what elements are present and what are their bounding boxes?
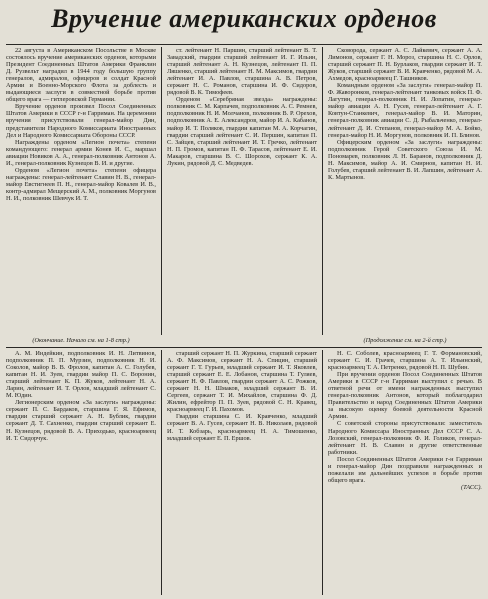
paragraph: Командным орденом «За заслуги» генерал-майор П. Ф. Жаворонков, генерал-лейтенант танковых войск П. Ф. Лагутин, генерал-полковник Н. И. Лопатин, генерал-майор авиации А. Н. Гусев, генерал-лейтенант А. Г. Ковтун-Станкевич, генерал-майор В. И. Маторин, генерал-полковник авиации С. Д. Рыбальченко, генерал-лейтенант Д. И. Степанов, генерал-майор М. А. Бойко, генерал-майор Н. И. Моргунов, полковник И. П. Блинов. (328, 82, 482, 139)
paragraph: Сковорода, сержант А. С. Лайкевич, сержант А. А. Лимонов, сержант Г. Н. Мороз, старшина Н. С. Орлов, старший сержант П. Н. Бурлаков, гвардии сержант И. Т. Жуков, старший сержант В. И. Кравченко, рядовой М. А. Ахмедов, красноармеец Г. Ташников. (328, 47, 482, 83)
paragraph: ст. лейтенант Н. Паршин, старший лейтенант В. Т. Завадский, гвардии старший лейтенант И. Г. Ильин, старший лейтенант А. Н. Кузнецов, лейтенант П. П. Ляшенко, старший лейтенант Н. М. Максимов, гвардии лейтенант И. А. Павлов, старшина А. В. Петров, сержант Н. С. Романов, старшина И. Ф. Сидоров, рядовой В. К. Тимофеев. (167, 47, 317, 97)
paragraph: старший сержант Н. П. Журкина, старший сержант А. Ф. Максимов, сержант Н. А. Спицин, старший сержант Г. Т. Гурьев, младший сержант И. Т. Яковлев, старший сержант Е. Е. Лобанов, старшина Т. Гуляев, сержант Н. Ф. Павлов, гвардии сержант А. С. Рожков, сержант Н. Н. Шмаков, младший сержант В. И. Сергеев, сержант Т. И. Михайлов, старшина Ф. Д. Жилин, ефрейтор П. П. Зуев, рядовой С. Н. Кравец, красноармеец Г. И. Пахомов. (167, 350, 317, 414)
column-divider (322, 47, 323, 335)
paragraph: А. М. Индейкин, подполковник И. Н. Литвинов, подполковник П. П. Мурзин, подполковник Н. И. Соколов, майор В. В. Фролов, капитан А. С. Голубев, капитан Н. И. Зуев, гвардии майор П. С. Воронин, старший лейтенант К. П. Жуков, лейтенант Н. А. Ларин, лейтенант И. Т. Орлов, младший лейтенант С. М. Юдин. (6, 350, 156, 400)
lower-column-2 (167, 350, 317, 595)
agency-signature: (ТАСС). (461, 483, 482, 491)
lower-column-3 (328, 350, 482, 595)
paragraph: 22 августа в Американском Посольстве в Москве состоялось вручение американских орденов, которыми Президент Соединенных Штатов Америки Франклин Д. Рузвельт наградил в 1944 году большую группу генералов, адмиралов, офицеров и солдат Красной Армии и Военно-Морского Флота за доблесть и выдающиеся заслуги в совместной борьбе против общего врага — гитлеровской Германии. (6, 47, 156, 104)
paragraph: Награждены орденом «Легион почета» степени командующего: генерал армии Конев И. С., маршал авиации Новиков А. А., генерал-полковник Антонов А. И., генерал-полковник Кузнецов В. И. и другие. (6, 138, 156, 167)
paragraph: При вручении орденов Посол Соединенных Штатов Америки в СССР г-н Гарриман выступил с речью. В ответной речи от имени награжденных выступил генерал-полковник Антонов, который поблагодарил Правительство и народ Соединенных Штатов Америки за высокую оценку боевой деятельности Красной Армии. (328, 371, 482, 421)
paragraph: Орденом «Серебряная звезда» награждены: полковник С. М. Карпачев, подполковник А. С. Ремнев, подполковник Н. И. Молчанов, полковник В. Р. Орехов, подполковник А. Е. Александров, майор И. А. Кабанов, майор И. Т. Поляков, гвардии капитан М. А. Корчагин, гвардии старший лейтенант С. И. Першин, капитан П. С. Зайцев, старший лейтенант И. Т. Гречко, лейтенант Н. П. Громов, капитан П. Ф. Тарасов, лейтенант Е. И. Макаров, старшина В. С. Шорохов, сержант К. А. Лукин, рядовой Д. С. Медведев. (167, 96, 317, 167)
column-divider (322, 350, 323, 595)
paragraph: Посол Соединенных Штатов Америки г-н Гарриман и генерал-майор Дин поздравили награжденных и пожелали им дальнейших успехов в борьбе против общего врага. (328, 455, 482, 484)
paragraph: Легионерским орденом «За заслуги» награждены: сержант П. С. Бардаков, старшина Г. Я. Ефимов, гвардии старший сержант А. Н. Бублик, гвардии сержант Д. Т. Сахненко, гвардии старший сержант Е. Н. Кузнецов, рядовой В. А. Приходько, красноармеец И. Т. Сидорчук. (6, 399, 156, 442)
upper-column-2 (167, 47, 317, 335)
paragraph: Гвардии старшина С. И. Кравченко, младший сержант В. А. Гусев, сержант Н. В. Николаев, рядовой И. Т. Кобзарь, красноармеец Н. А. Тимошенко, младший сержант Е. П. Ершов. (167, 413, 317, 442)
upper-column-3 (328, 47, 482, 335)
article-headline: Вручение американских орденов (51, 4, 437, 33)
paragraph: Вручение орденов произвел Посол Соединенных Штатов Америки в СССР г-н Гарриман. На церемонии вручения присутствовали генерал-майор Дин, представители Народного Комиссариата Иностранных Дел и Народного Комиссариата Обороны СССР. (6, 103, 156, 139)
section-divider (6, 347, 482, 348)
paragraph: Орденом «Легион почета» степени офицера награждены: генерал-лейтенант Славин Н. В., генерал-майор Евстигнеев П. Н., генерал-майор Ковалев И. В., контр-адмирал Мещерский А. М., полковник Моргунов Н. И., полковник Шевчук И. Т. (6, 166, 156, 202)
continuation-note-left (6, 337, 156, 345)
continuation-note: (Продолжение см. на 2-й стр.) (363, 337, 447, 344)
column-divider (161, 47, 162, 335)
column-divider (161, 350, 162, 595)
paragraph: С советской стороны присутствовали: заместитель Народного Комиссара Иностранных Дел СССР С. А. Лозовский, генерал-полковник Ф. И. Голиков, генерал-лейтенант Н. В. Славин и другие ответственные работники. (328, 420, 482, 456)
lower-column-1 (6, 350, 156, 595)
continuation-note-right (328, 337, 482, 345)
paragraph: Офицерским орденом «За заслуги» награждены: подполковник Герой Советского Союза И. М. Пономарев, полковник Л. Н. Баранов, подполковник Д. Н. Максимов, майор А. И. Смирнов, капитан Н. И. Голубев, старший лейтенант В. И. Лапшин, лейтенант А. К. Мартынов. (328, 138, 482, 181)
upper-column-1 (6, 47, 156, 335)
continuation-note: (Окончание. Начало см. на 1-8 стр.) (32, 337, 130, 344)
paragraph: Н. С. Соболев, красноармеец Г. Т. Формановский, сержант С. И. Грачев, старшина А. Т. Ильинский, красноармеец Т. А. Петренко, рядовой Н. П. Шубин. (328, 350, 482, 372)
title-divider (6, 44, 482, 45)
